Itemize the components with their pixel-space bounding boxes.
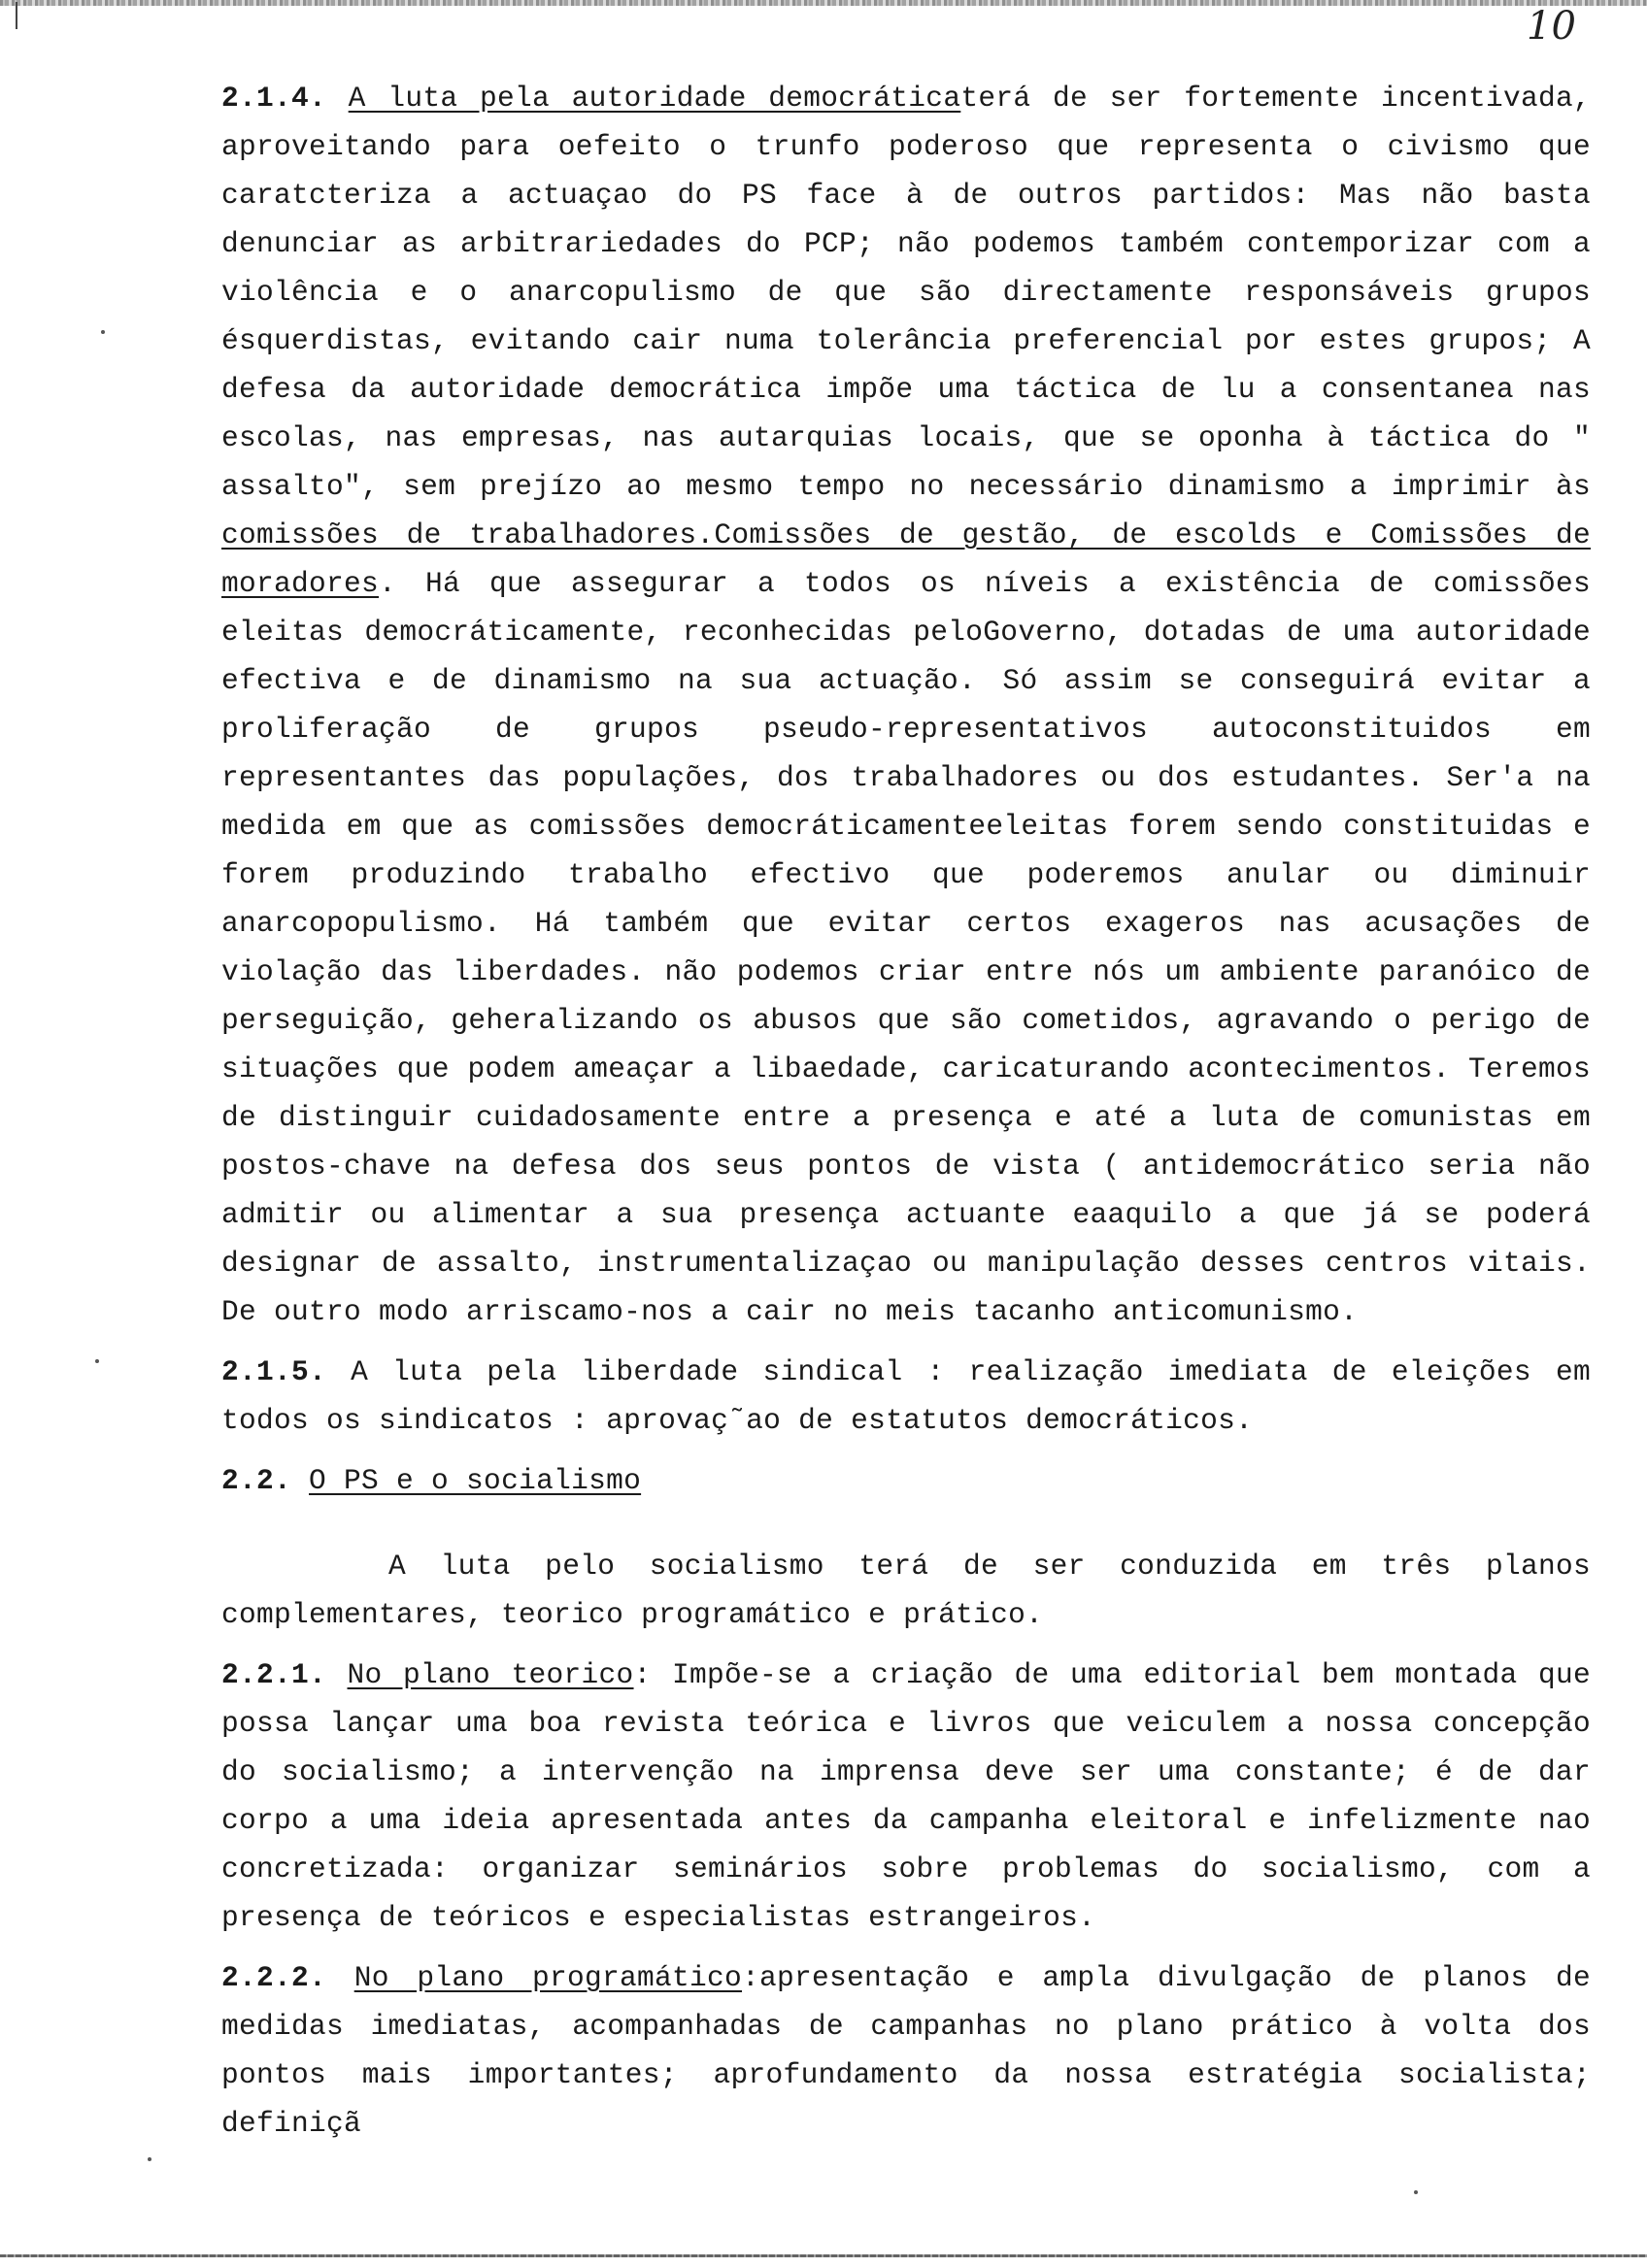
spacer [221,1505,1591,1542]
section-2-2-heading [221,1456,1591,1505]
section-2-1-5 [221,1348,1591,1445]
section-title: No plano programático [353,1961,743,1994]
section-text: A luta pela liberdade sindical : realização imediata de eleições em todos os sindicatos : aprovaç˜ao de estatutos democráticos. [221,1355,1591,1437]
section-2-1-4 [221,74,1591,1336]
section-number: 2.2.2. [221,1961,327,1994]
document-body [221,74,1591,2148]
underlined-committees: comissões de trabalhadores.Comissões de gestão, de escolds e Comissões de moradores [221,518,1591,600]
section-number: 2.1.4. [221,82,327,115]
section-2-2-2 [221,1953,1591,2148]
scan-top-edge [0,0,1647,6]
section-text: terá de ser fortemente incentivada, aproveitando para oefeito o trunfo poderoso que representa o civismo que caratcteriza a actuaçao do PS face à de outros partidos: Mas não basta denunciar as arbitrariedades do PCP; não podemos também contemporizar com a violência e o anarcopulismo de que são directamente responsáveis grupos ésquerdistas, evitando cair numa tolerância preferencial por estes grupos; A defesa da autoridade democrática impõe uma táctica de lu a consentanea nas escolas, nas empresas, nas autarquias locais, que se oponha à táctica do " assalto", sem prejízo ao mesmo tempo no necessário dinamismo a imprimir às [221,82,1591,503]
section-2-2-intro: A luta pelo socialismo terá de ser conduzida em três planos complementares, teorico programático e prático. [221,1550,1591,1631]
section-number: 2.2.1. [221,1658,327,1691]
scan-speck [148,2157,151,2161]
scan-corner-mark [16,2,17,29]
section-number: 2.1.5. [221,1355,327,1388]
scan-speck [1414,2190,1418,2194]
scan-bottom-edge [0,2254,1647,2257]
section-title: O PS e o socialismo [309,1464,642,1497]
section-text-continued: . Há que assegurar a todos os níveis a existência de comissões eleitas democráticamente, reconhecidas peloGoverno, dotadas de uma autoridade efectiva e de dinamismo na sua actuação. Só assim se conseguirá evitar a proliferação de grupos pseudo-representativos autoconstituidos em representantes das populações, dos trabalhadores ou dos estudantes. Ser'a na medida em que as comissões democráticamenteeleitas forem sendo constituidas e forem produzindo trabalho efectivo que poderemos anular ou diminuir anarcopopulismo. Há também que evitar certos exageros nas acusações de violação das liberdades. não podemos criar entre nós um ambiente paranóico de perseguição, geheralizando os abusos que são cometidos, agravando o perigo de situações que podem ameaçar a libaedade, caricaturando acontecimentos. Teremos de distinguir cuidadosamente entre a presença e até a luta de comunistas em postos-chave na defesa dos seus pontos de vista ( antidemocrático seria não admitir ou alimentar a sua presença actuante eaaquilo a que já se poderá designar de assalto, instrumentalizaçao ou manipulação desses centros vitais. De outro modo arriscamo-nos a cair no meis tacanho anticomunismo. [221,567,1591,1328]
section-title: A luta pela autoridade democrática [348,82,961,115]
section-title: No plano teorico [347,1658,634,1691]
scan-speck [101,330,105,334]
section-text: :apresentação e ampla divulgação de planos de medidas imediatas, acompanhadas de campanhas no plano prático à volta dos pontos mais importantes; aprofundamento da nossa estratégia socialista; definiçã [221,1961,1591,2140]
section-number: 2.2. [221,1464,292,1497]
page-number: 10 [1527,4,1576,49]
section-2-2-1 [221,1651,1591,1942]
scan-speck [95,1359,99,1363]
section-text: : Impõe-se a criação de uma editorial bem montada que possa lançar uma boa revista teórica e livros que veiculem a nossa concepção do socialismo; a intervenção na imprensa deve ser uma constante; é de dar corpo a uma ideia apresentada antes da campanha eleitoral e infelizmente nao concretizada: organizar seminários sobre problemas do socialismo, com a presença de teóricos e especialistas estrangeiros. [221,1658,1591,1934]
